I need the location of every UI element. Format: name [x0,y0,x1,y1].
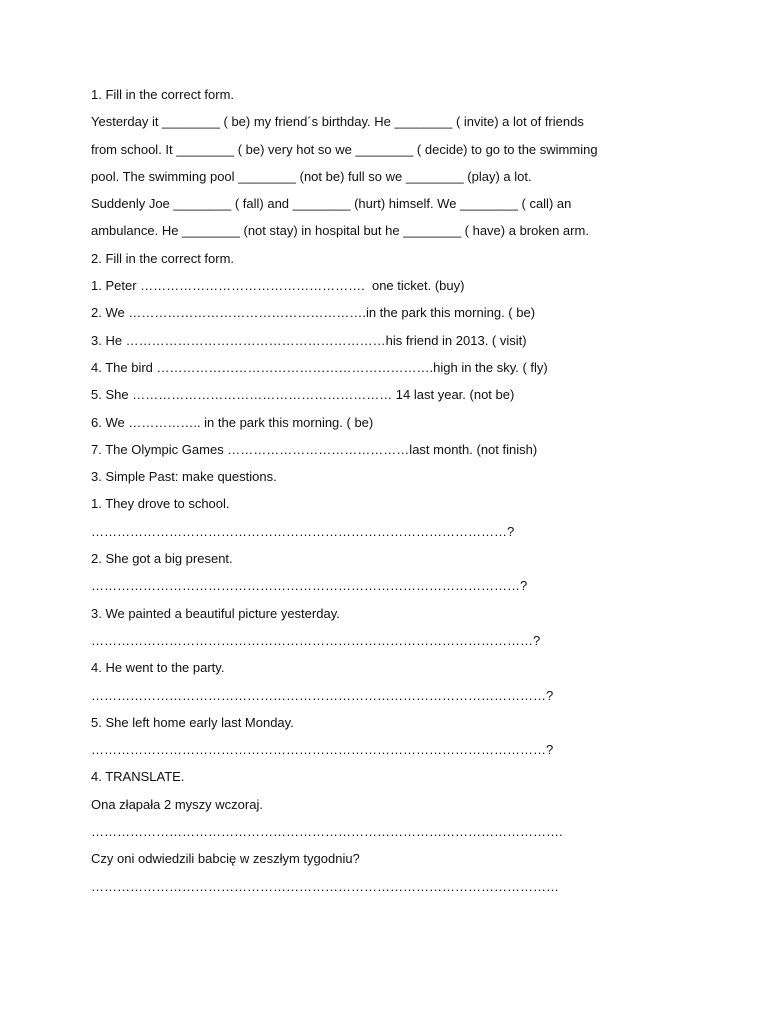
paragraph-line-3: pool. The swimming pool ________ (not be) full so we ________ (play) a lot. [91,168,532,184]
exercise-item-6: 6. We …………….. in the park this morning. ( be) [91,414,374,430]
paragraph-line-5: ambulance. He ________ (not stay) in hospital but he ________ ( have) a broken arm. [91,223,589,239]
translate-sentence-2: Czy oni odwiedzili babcię w zeszłym tygodniu? [91,851,360,867]
section-3-heading: 3. Simple Past: make questions. [91,469,277,485]
question-prompt-1: 1. They drove to school. [91,496,230,512]
section-4-heading: 4. TRANSLATE. [91,769,185,785]
exercise-item-5: 5. She …………………………………………………… 14 last year. (not be) [91,387,515,403]
exercise-item-2: 2. We ……………………………………………….in the park this morning. ( be) [91,305,536,321]
question-prompt-5: 5. She left home early last Monday. [91,714,294,730]
translate-sentence-1: Ona złapała 2 myszy wczoraj. [91,796,263,812]
answer-line-4: ……………………………………………………………………………………………? [91,687,554,703]
question-prompt-3: 3. We painted a beautiful picture yesterday. [91,605,340,621]
exercise-item-3: 3. He ……………………………………………………his friend in 2013. ( visit) [91,332,527,348]
question-prompt-2: 2. She got a big present. [91,551,233,567]
section-2-heading: 2. Fill in the correct form. [91,250,235,266]
answer-line-2: ………………………………………………………………………………………? [91,578,528,594]
exercise-item-4: 4. The bird ……………………………………………………….high in the sky. ( fly) [91,359,548,375]
translate-answer-line-1: ………………………………………………………………………………………………. [91,824,563,840]
section-1-heading: 1. Fill in the correct form. [91,87,235,102]
answer-line-5: ……………………………………………………………………………………………? [91,742,554,758]
paragraph-line-4: Suddenly Joe ________ ( fall) and ________ (hurt) himself. We ________ ( call) an [91,196,572,212]
exercise-item-7: 7. The Olympic Games ……………………………………last month. (not finish) [91,441,538,457]
paragraph-line-2: from school. It ________ ( be) very hot so we ________ ( decide) to go to the swimming [91,141,598,157]
worksheet-page [91,86,711,905]
exercise-item-1: 1. Peter ……………………………………………. one ticket. (buy) [91,278,465,294]
answer-line-3: …………………………………………………………………………………………? [91,632,541,648]
question-prompt-4: 4. He went to the party. [91,660,225,676]
answer-line-1: ……………………………………………………………………………………? [91,523,515,539]
paragraph-line-1: Yesterday it ________ ( be) my friend´s birthday. He ________ ( invite) a lot of friends [91,114,584,130]
translate-answer-line-2: ……………………………………………………………………………………………… [91,878,559,894]
